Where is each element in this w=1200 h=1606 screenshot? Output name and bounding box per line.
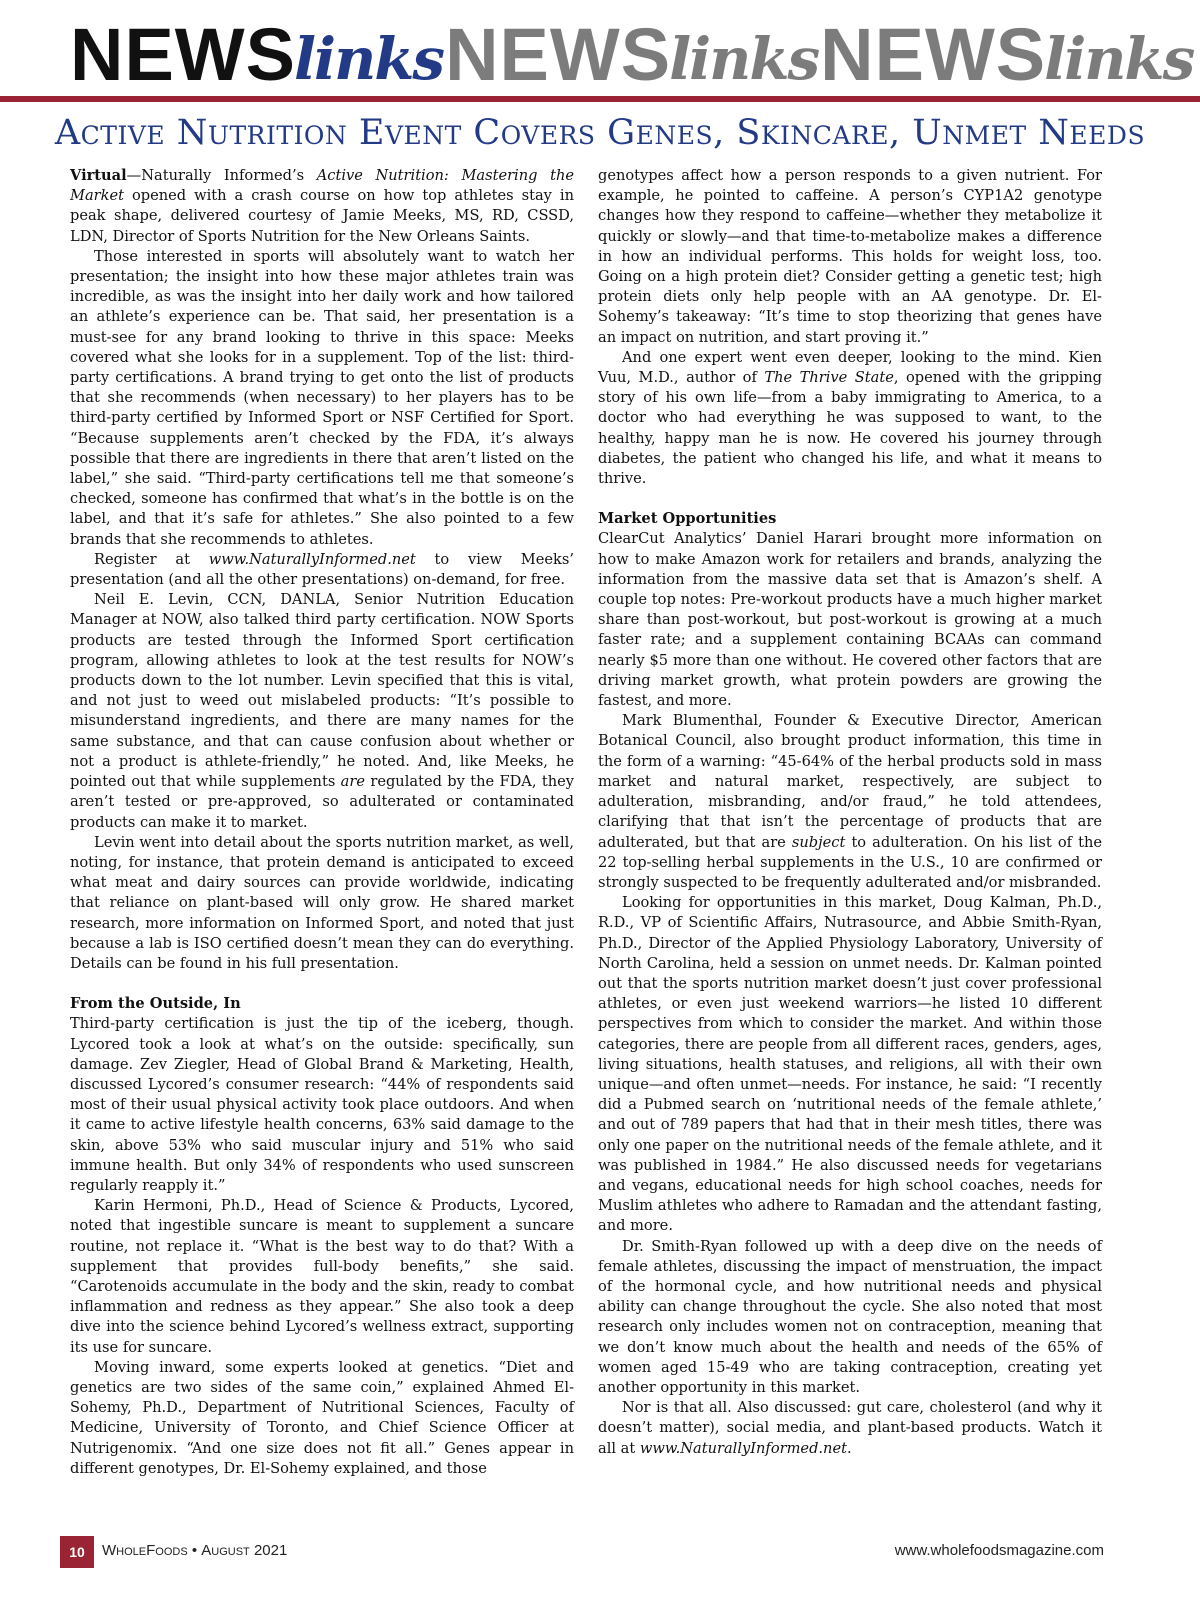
paragraph: Those interested in sports will absolutely want to watch her presentation; the insight into how these major athletes train was incredible, as was the insight into her daily work and how tailored an athlete’s experience can be. That said, her presentation is a must-see for any brand looking to thrive in this space: Meeks covered what she looks for in a supplement. Top of the list: third-party certifications. A brand trying to get onto the list of products that she recommends (when necessary) to her players has to be third-party certified by Informed Sport or NSF Certified for Sport. “Because supplements aren’t checked by the FDA, it’s always possible that there are ingredients in there that aren’t listed on the label,” she said. “Third-party certifications tell me that someone’s checked, someone has confirmed that what’s in the bottle is on the label, and that it’s safe for athletes.” She also pointed to a few brands that she recommends to athletes. bbox=[70, 247, 574, 548]
paragraph: genotypes affect how a person responds to a given nutrient. For example, he pointed to caffeine. A person’s CYP1A2 genotype changes how they respond to caffeine—whether they metabolize it quickly or slowly—and that time-to-metabolize makes a difference in how an individual performs. This holds for weight loss, too. Going on a high protein diet? Consider getting a genetic test; high protein diets only help people with an AA genotype. Dr. El-Sohemy’s takeaway: “It’s time to stop theorizing that genes have an impact on nutrition, and start proving it.” bbox=[598, 167, 1102, 346]
paragraph: Third-party certification is just the tip of the iceberg, though. Lycored took a look at what’s on the outside: specifically, sun damage. Zev Ziegler, Head of Global Brand & Marketing, Health, discussed Lycored’s consumer research: “44% of respondents said most of their usual physical activity took place outdoors. And when it came to active lifestyle health concerns, 63% said damage to the skin, above 53% who said muscular injury and 51% who said immune health. But only 34% of respondents who used sunscreen regularly reapply it.” bbox=[70, 1015, 574, 1194]
paragraph: Virtual—Naturally Informed’s Active Nutrition: Mastering the Market opened with a crash course on how top athletes stay in peak shape, delivered courtesy of Jamie Meeks, MS, RD, CSSD, LDN, Director of Sports Nutrition for the New Orleans Saints. bbox=[70, 167, 574, 245]
paragraph: Karin Hermoni, Ph.D., Head of Science & Products, Lycored, noted that ingestible suncare is meant to supplement a suncare routine, not replace it. “What is the best way to do that? With a supplement that provides full-body benefits,” she said. “Carotenoids accumulate in the body and the skin, ready to combat inflammation and redness as they appear.” She also took a deep dive into the science behind Lycored’s wellness extract, supporting its use for suncare. bbox=[70, 1197, 574, 1356]
masthead bbox=[70, 14, 1195, 94]
article-headline: Active Nutrition Event Covers Genes, Skincare, Unmet Needs bbox=[54, 113, 1146, 153]
subheading: From the Outside, In bbox=[70, 995, 241, 1013]
paragraph: Looking for opportunities in this market, Doug Kalman, Ph.D., R.D., VP of Scientific Affairs, Nutrasource, and Abbie Smith-Ryan, Ph.D., Director of the Applied Physiology Laboratory, University of North Carolina, held a session on unmet needs. Dr. Kalman pointed out that the sports nutrition market doesn’t just cover professional athletes, or even just weekend warriors—he listed 10 different perspectives from which to consider the market. And within those categories, there are people from all different races, genders, ages, living situations, health statuses, and religions, all with their own unique—and often unmet—needs. For instance, he said: “I recently did a Pubmed search on ‘nutritional needs of the female athlete,’ and out of 789 papers that had that in their mesh titles, there was only one paper on the nutritional needs of the female athlete, and it was published in 1984.” He also discussed needs for vegetarians and vegans, educational needs for high school coaches, needs for Muslim athletes who adhere to Ramadan and the attendant fasting, and more. bbox=[598, 894, 1102, 1235]
paragraph: And one expert went even deeper, looking to the mind. Kien Vuu, M.D., author of The Thrive State, opened with the gripping story of his own life—from a baby immigrating to America, to a doctor who had everything he was supposed to want, to the healthy, happy man he is now. He covered his journey through diabetes, the patient who changed his life, and what it means to thrive. bbox=[598, 348, 1102, 488]
dateline: Virtual bbox=[70, 167, 127, 184]
website-link: www.NaturallyInformed.net bbox=[208, 550, 416, 568]
paragraph: Neil E. Levin, CCN, DANLA, Senior Nutrition Education Manager at NOW, also talked third party certification. NOW Sports products are tested through the Informed Sport certification program, allowing athletes to look at the test results for NOW’s products down to the lot number. Levin specified that this is vital, and not just to weed out mislabeled products: “It’s possible to misunderstand ingredients, and there are many names for the same substance, and that can cause confusion about whether or not a product is athlete-friendly,” he noted. And, like Meeks, he pointed out that while supplements are regulated by the FDA, they aren’t tested or pre-approved, so adulterated or contaminated products can make it to market. bbox=[70, 591, 574, 831]
masthead-links-1: links bbox=[294, 25, 444, 93]
website-link: www.NaturallyInformed.net bbox=[639, 1439, 847, 1457]
page-number: 10 bbox=[60, 1536, 94, 1568]
masthead-news-3: NEWS bbox=[820, 13, 1047, 96]
paragraph: Mark Blumenthal, Founder & Executive Director, American Botanical Council, also brought product information, this time in the form of a warning: “45-64% of the herbal products sold in mass market and natural market, respectively, are subject to adulteration, misbranding, and/or fraud,” he told attendees, clarifying that that isn’t the percentage of products that are adulterated, but that are subject to adulteration. On his list of the 22 top-selling herbal supplements in the U.S., 10 are confirmed or strongly suspected to be frequently adulterated and/or misbranded. bbox=[598, 712, 1102, 891]
footer-website: www.wholefoodsmagazine.com bbox=[894, 1542, 1104, 1559]
masthead-rule bbox=[0, 96, 1200, 102]
paragraph: Moving inward, some experts looked at genetics. “Diet and genetics are two sides of the same coin,” explained Ahmed El-Sohemy, Ph.D., Department of Nutritional Sciences, Faculty of Medicine, University of Toronto, and Chief Science Officer at Nutrigenomix. “And one size does not fit all.” Genes appear in different genotypes, Dr. El-Sohemy explained, and those bbox=[70, 1358, 574, 1477]
paragraph: ClearCut Analytics’ Daniel Harari brought more information on how to make Amazon work for retailers and brands, analyzing the information from the massive data set that is Amazon’s shelf. A couple top notes: Pre-workout products have a much higher market share than post-workout, but post-workout is growing at a much faster rate; and a supplement containing BCAAs can command nearly $5 more than one without. He covered other factors that are driving market growth, what protein powders are growing the fastest, and more. bbox=[598, 530, 1102, 710]
right-column bbox=[598, 166, 1102, 1459]
masthead-links-2: links bbox=[669, 25, 819, 93]
paragraph: Register at www.NaturallyInformed.net to view Meeks’ presentation (and all the other presentations) on-demand, for free. bbox=[70, 550, 574, 589]
paragraph: Dr. Smith-Ryan followed up with a deep dive on the needs of female athletes, discussing the impact of menstruation, the impact of the hormonal cycle, and how nutritional needs and physical ability can change throughout the cycle. She also noted that most research only includes women not on contraception, meaning that we don’t know much about the health and needs of the 65% of women aged 15-49 who are taking contraception, creating yet another opportunity in this market. bbox=[598, 1237, 1102, 1396]
masthead-news-2: NEWS bbox=[445, 13, 672, 96]
footer-publication: WholeFoods • August 2021 bbox=[102, 1542, 288, 1559]
masthead-news-1: NEWS bbox=[70, 13, 296, 96]
left-column bbox=[70, 166, 574, 1479]
masthead-links-3: links bbox=[1044, 25, 1194, 93]
subheading: Market Opportunities bbox=[598, 510, 777, 528]
paragraph: Nor is that all. Also discussed: gut care, cholesterol (and why it doesn’t matter), social media, and plant-based products. Watch it all at www.NaturallyInformed.net. bbox=[598, 1399, 1102, 1457]
paragraph: Levin went into detail about the sports nutrition market, as well, noting, for instance, that protein demand is anticipated to exceed what meat and dairy sources can provide worldwide, indicating that reliance on plant-based will only grow. He shared market research, more information on Informed Sport, and noted that just because a lab is ISO certified doesn’t mean they can do everything. Details can be found in his full presentation. bbox=[70, 833, 574, 972]
